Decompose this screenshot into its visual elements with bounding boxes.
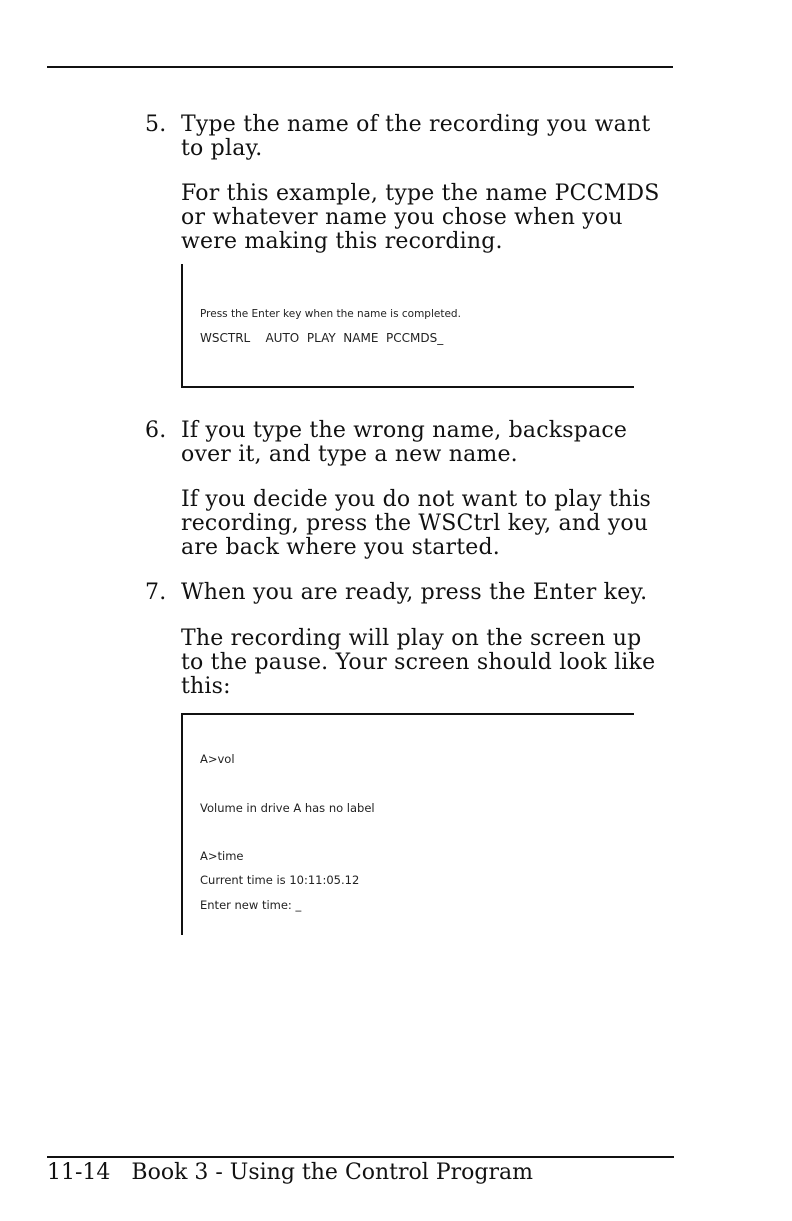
bottom-rule [47,1156,674,1158]
book-title: Book 3 - Using the Control Program [131,1160,533,1185]
step-7-number: 7. [145,580,167,605]
screen-line-current-time: Current time is 10:11:05.12 [200,873,360,887]
top-rule [47,66,673,68]
screen-prompt-text: Press the Enter key when the name is completed. [200,308,461,320]
screen-command-line: WSCTRL AUTO PLAY NAME PCCMDS_ [200,331,444,345]
step-5-example: For this example, type the name PCCMDS or whatever name you chose when you were making this recording. [181,181,660,254]
step-5-number: 5. [145,112,167,137]
step-6-instruction: If you type the wrong name, backspace over it, and type a new name. [181,418,628,467]
step-7-instruction: When you are ready, press the Enter key. [181,580,648,605]
screen-line-volume-label: Volume in drive A has no label [200,801,375,815]
screen-line-new-time: Enter new time: _ [200,898,302,912]
step-6-number: 6. [145,418,167,443]
step-6-detail: If you decide you do not want to play this recording, press the WSCtrl key, and you are back where you started. [181,487,652,560]
screen-box-name-entry [181,264,634,388]
step-5-instruction: Type the name of the recording you want to play. [181,112,651,161]
screen-line-vol: A>vol [200,752,235,766]
page-number: 11-14 [47,1160,111,1185]
page-footer [47,1160,533,1186]
screen-line-time: A>time [200,849,244,863]
step-7-detail: The recording will play on the screen up to the pause. Your screen should look like this: [181,626,656,699]
